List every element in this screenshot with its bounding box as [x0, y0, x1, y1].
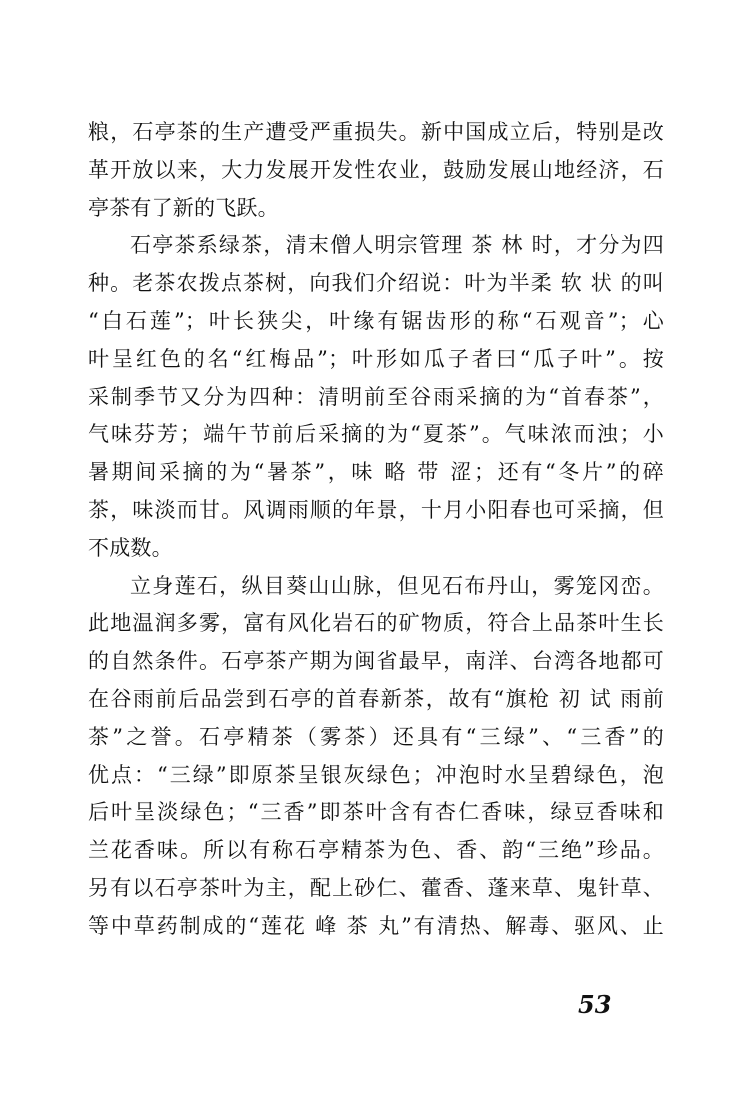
- text-line: “白石莲”；叶长狭尖，叶缘有锯齿形的称“石观音”；心: [88, 308, 664, 333]
- text-line: 的自然条件。石亭茶产期为闽省最早，南洋、台湾各地都可: [88, 649, 664, 674]
- text-line: 叶呈红色的名“红梅品”；叶形如瓜子者曰“瓜子叶”。按: [88, 346, 664, 371]
- text-line: 粮，石亭茶的生产遭受严重损失。新中国成立后，特别是改: [88, 120, 664, 144]
- text-line: 兰花香味。所以有称石亭精茶为色、香、韵“三绝”珍品。: [88, 838, 664, 863]
- text-line: 此地温润多雾，富有风化岩石的矿物质，符合上品茶叶生长: [88, 611, 664, 636]
- paragraph-start-line: 石亭茶系绿茶，清末僧人明宗管理 茶 林 时，才分为四: [130, 233, 664, 258]
- text-line: 优点：“三绿”即原茶呈银灰绿色；冲泡时水呈碧绿色，泡: [88, 762, 664, 787]
- paragraph-start-line: 立身莲石，纵目葵山山脉，但见石布丹山，雾笼冈峦。: [130, 573, 664, 598]
- text-line: 种。老茶农拨点茶树，向我们介绍说：叶为半柔 软 状 的叫: [88, 271, 664, 296]
- text-line: 在谷雨前后品尝到石亭的首春新茶，故有“旗枪 初 试 雨前: [88, 686, 665, 711]
- text-line: 后叶呈淡绿色；“三香”即茶叶含有杏仁香味，绿豆香味和: [88, 800, 664, 825]
- page-number: 53: [578, 990, 612, 1019]
- text-line: 茶”之誉。石亭精茶（雾茶）还具有“三绿”、“三香”的: [88, 724, 664, 749]
- text-line: 革开放以来，大力发展开发性农业，鼓励发展山地经济，石: [88, 157, 664, 182]
- text-line: 另有以石亭茶叶为主，配上砂仁、藿香、蓬来草、鬼针草、: [88, 875, 664, 900]
- text-line: 亭茶有了新的飞跃。: [88, 195, 279, 220]
- text-line: 采制季节又分为四种：清明前至谷雨采摘的为“首春茶”，: [88, 384, 664, 409]
- text-line: 茶，味淡而甘。风调雨顺的年景，十月小阳春也可采摘，但: [88, 497, 664, 522]
- text-line: 不成数。: [88, 535, 173, 560]
- body-text: [88, 114, 664, 946]
- text-line: 暑期间采摘的为“暑茶”，味 略 带 涩；还有“冬片”的碎: [88, 460, 664, 485]
- text-line: 等中草药制成的“莲花 峰 茶 丸”有清热、解毒、驱风、止: [88, 913, 664, 938]
- text-line: 气味芬芳；端午节前后采摘的为“夏茶”。气味浓而浊；小: [88, 422, 664, 447]
